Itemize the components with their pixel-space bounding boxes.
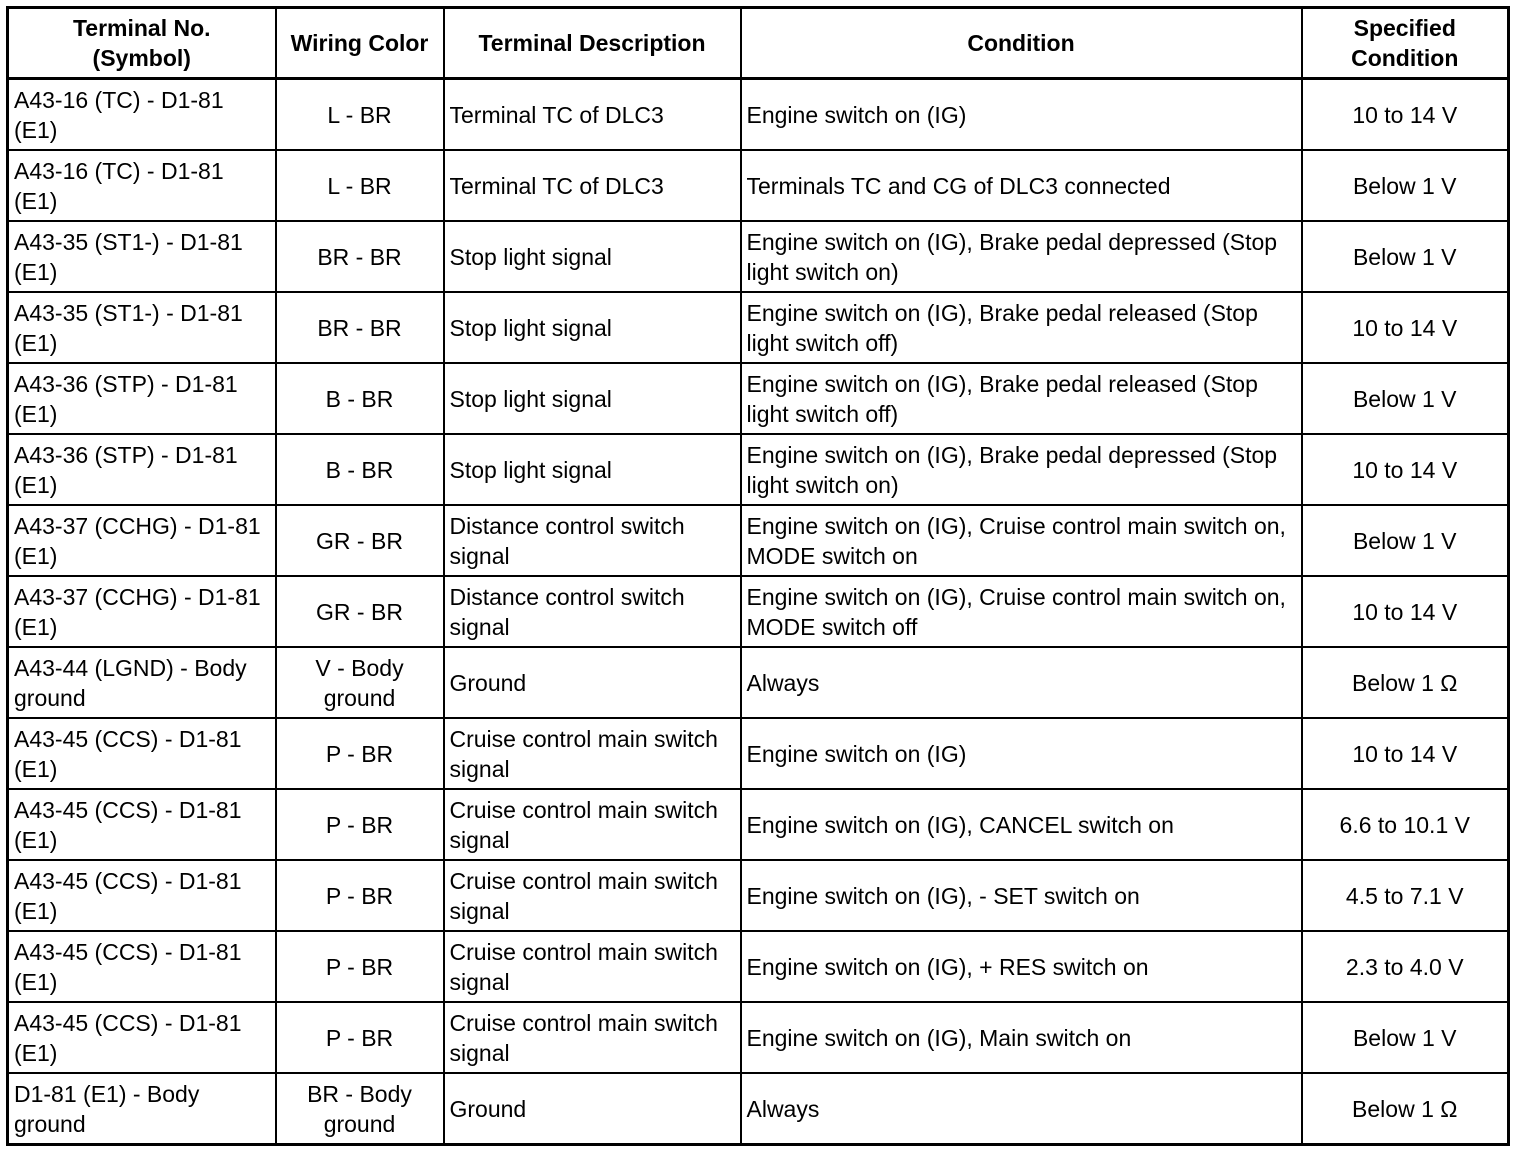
cell-terminal-description: Stop light signal (444, 434, 741, 505)
cell-specified-condition: Below 1 Ω (1302, 647, 1509, 718)
cell-terminal-description: Cruise control main switch signal (444, 789, 741, 860)
table-row (8, 1073, 1509, 1145)
cell-wiring-color: GR - BR (276, 576, 444, 647)
cell-specified-condition: 10 to 14 V (1302, 79, 1509, 151)
cell-terminal: A43-45 (CCS) - D1-81 (E1) (8, 1002, 276, 1073)
cell-wiring-color: P - BR (276, 860, 444, 931)
cell-terminal-description: Cruise control main switch signal (444, 860, 741, 931)
cell-condition: Engine switch on (IG), Brake pedal released (Stop light switch off) (741, 363, 1302, 434)
table-row (8, 718, 1509, 789)
cell-condition: Engine switch on (IG), Brake pedal depressed (Stop light switch on) (741, 221, 1302, 292)
header-wiring-color: Wiring Color (276, 8, 444, 79)
cell-wiring-color: BR - Body ground (276, 1073, 444, 1145)
header-terminal-description: Terminal Description (444, 8, 741, 79)
header-specified-condition (1302, 8, 1509, 79)
cell-terminal: A43-16 (TC) - D1-81 (E1) (8, 150, 276, 221)
cell-wiring-color: P - BR (276, 931, 444, 1002)
table-row (8, 789, 1509, 860)
cell-specified-condition: 10 to 14 V (1302, 576, 1509, 647)
header-row (8, 8, 1509, 79)
table-row (8, 860, 1509, 931)
cell-condition: Engine switch on (IG), - SET switch on (741, 860, 1302, 931)
cell-wiring-color: BR - BR (276, 221, 444, 292)
table-row (8, 576, 1509, 647)
table-header (8, 8, 1509, 79)
cell-condition: Always (741, 647, 1302, 718)
cell-terminal-description: Ground (444, 1073, 741, 1145)
cell-terminal-description: Cruise control main switch signal (444, 1002, 741, 1073)
header-specified-line-1: Specified (1353, 15, 1456, 41)
terminal-spec-table (6, 6, 1510, 1146)
table-row (8, 434, 1509, 505)
cell-terminal-description: Ground (444, 647, 741, 718)
cell-terminal: A43-36 (STP) - D1-81 (E1) (8, 363, 276, 434)
cell-specified-condition: 10 to 14 V (1302, 718, 1509, 789)
cell-terminal: D1-81 (E1) - Body ground (8, 1073, 276, 1145)
cell-specified-condition: 10 to 14 V (1302, 292, 1509, 363)
header-specified-line-2: Condition (1351, 45, 1459, 71)
cell-terminal-description: Stop light signal (444, 292, 741, 363)
cell-condition: Terminals TC and CG of DLC3 connected (741, 150, 1302, 221)
cell-condition: Engine switch on (IG) (741, 79, 1302, 151)
cell-terminal: A43-37 (CCHG) - D1-81 (E1) (8, 576, 276, 647)
header-condition: Condition (741, 8, 1302, 79)
cell-specified-condition: Below 1 Ω (1302, 1073, 1509, 1145)
cell-specified-condition: Below 1 V (1302, 363, 1509, 434)
table-body (8, 79, 1509, 1145)
cell-condition: Engine switch on (IG), Main switch on (741, 1002, 1302, 1073)
table-row (8, 150, 1509, 221)
header-terminal-line-2: (Symbol) (92, 45, 191, 71)
table-row (8, 647, 1509, 718)
header-terminal (8, 8, 276, 79)
cell-terminal: A43-45 (CCS) - D1-81 (E1) (8, 931, 276, 1002)
cell-specified-condition: 6.6 to 10.1 V (1302, 789, 1509, 860)
cell-condition: Engine switch on (IG), Brake pedal depressed (Stop light switch on) (741, 434, 1302, 505)
cell-specified-condition: Below 1 V (1302, 221, 1509, 292)
cell-terminal: A43-45 (CCS) - D1-81 (E1) (8, 718, 276, 789)
cell-condition: Always (741, 1073, 1302, 1145)
table-row (8, 292, 1509, 363)
cell-wiring-color: P - BR (276, 1002, 444, 1073)
table-row (8, 1002, 1509, 1073)
cell-terminal: A43-16 (TC) - D1-81 (E1) (8, 79, 276, 151)
cell-specified-condition: Below 1 V (1302, 150, 1509, 221)
cell-condition: Engine switch on (IG), + RES switch on (741, 931, 1302, 1002)
cell-wiring-color: BR - BR (276, 292, 444, 363)
cell-terminal: A43-36 (STP) - D1-81 (E1) (8, 434, 276, 505)
cell-terminal-description: Stop light signal (444, 221, 741, 292)
cell-terminal: A43-45 (CCS) - D1-81 (E1) (8, 860, 276, 931)
cell-condition: Engine switch on (IG), Brake pedal released (Stop light switch off) (741, 292, 1302, 363)
cell-specified-condition: Below 1 V (1302, 505, 1509, 576)
cell-condition: Engine switch on (IG), CANCEL switch on (741, 789, 1302, 860)
cell-terminal-description: Terminal TC of DLC3 (444, 150, 741, 221)
table-row (8, 931, 1509, 1002)
cell-terminal: A43-35 (ST1-) - D1-81 (E1) (8, 292, 276, 363)
cell-condition: Engine switch on (IG) (741, 718, 1302, 789)
table-row (8, 221, 1509, 292)
cell-specified-condition: 2.3 to 4.0 V (1302, 931, 1509, 1002)
cell-wiring-color: GR - BR (276, 505, 444, 576)
cell-terminal-description: Stop light signal (444, 363, 741, 434)
cell-wiring-color: P - BR (276, 718, 444, 789)
cell-terminal-description: Distance control switch signal (444, 576, 741, 647)
cell-wiring-color: L - BR (276, 150, 444, 221)
cell-terminal: A43-44 (LGND) - Body ground (8, 647, 276, 718)
cell-terminal: A43-45 (CCS) - D1-81 (E1) (8, 789, 276, 860)
cell-terminal: A43-35 (ST1-) - D1-81 (E1) (8, 221, 276, 292)
cell-wiring-color: B - BR (276, 363, 444, 434)
cell-terminal: A43-37 (CCHG) - D1-81 (E1) (8, 505, 276, 576)
table-row (8, 363, 1509, 434)
table-row (8, 505, 1509, 576)
cell-wiring-color: P - BR (276, 789, 444, 860)
cell-terminal-description: Cruise control main switch signal (444, 718, 741, 789)
cell-specified-condition: Below 1 V (1302, 1002, 1509, 1073)
cell-condition: Engine switch on (IG), Cruise control main switch on, MODE switch on (741, 505, 1302, 576)
table-row (8, 79, 1509, 151)
cell-specified-condition: 4.5 to 7.1 V (1302, 860, 1509, 931)
cell-terminal-description: Cruise control main switch signal (444, 931, 741, 1002)
header-terminal-line-1: Terminal No. (72, 15, 211, 41)
cell-wiring-color: B - BR (276, 434, 444, 505)
cell-wiring-color: L - BR (276, 79, 444, 151)
cell-terminal-description: Distance control switch signal (444, 505, 741, 576)
cell-condition: Engine switch on (IG), Cruise control main switch on, MODE switch off (741, 576, 1302, 647)
cell-terminal-description: Terminal TC of DLC3 (444, 79, 741, 151)
cell-wiring-color: V - Body ground (276, 647, 444, 718)
cell-specified-condition: 10 to 14 V (1302, 434, 1509, 505)
